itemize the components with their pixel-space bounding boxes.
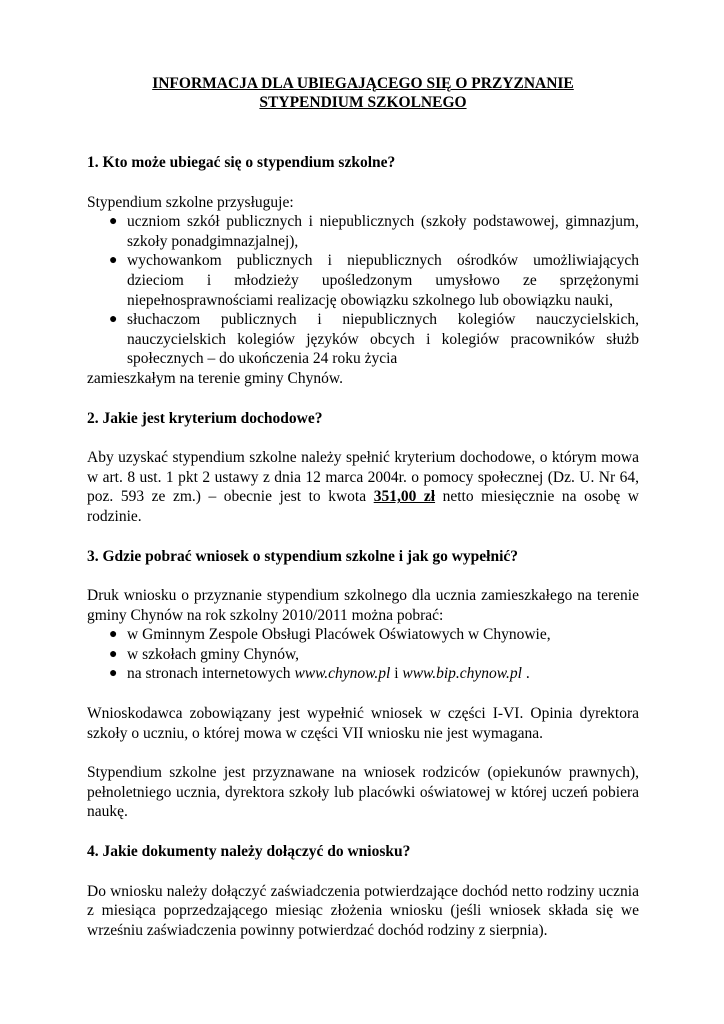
bullet-icon: ● [109,666,118,682]
section-3-intro: Druk wniosku o przyznanie stypendium szkolnego dla ucznia zamieszkałego na terenie gminy Chynów na rok szkolny 2010/2011 można pobrać: [87,587,639,624]
section-2-paragraph: Aby uzyskać stypendium szkolne należy spełnić kryterium dochodowe, o którym mowa w art. 8 ust. 1 pkt 2 ustawy z dnia 12 marca 2004r. o pomocy społecznej (Dz. U. Nr 64, poz. 593 ze zm.) – obecnie jest to kwota 351,00 zł netto miesięcznie na osobę w rodzinie. [87,449,639,525]
list-item: ● w Gminnym Zespole Obsługi Placówek Oświatowych w Chynowie, [109,626,551,644]
section-3-heading: 3. Gdzie pobrać wniosek o stypendium szkolne i jak go wypełnić? [87,547,519,565]
website-link-bip-chynow[interactable]: www.bip.chynow.pl [402,665,522,683]
bullet-icon: ● [109,253,118,269]
document-title-line-2: STYPENDIUM SZKOLNEGO [259,94,467,111]
bullet-icon: ● [109,627,118,643]
list-item: ● wychowankom publicznych i niepublicznych ośrodków umożliwiających dzieciom i młodzieży upośledzonym umysłowo ze sprzężonymi niepełnosprawnościami realizację obowiązku szkolnego lub obowiązku nauki, [109,252,639,309]
section-3-paragraph-2: Wnioskodawca zobowiązany jest wypełnić wniosek w części I-VI. Opinia dyrektora szkoły o uczniu, o której mowa w części VII wniosku nie jest wymagana. [87,705,639,742]
section-3-list [87,625,639,684]
bullet-icon: ● [109,312,118,328]
section-1-list [87,212,639,369]
section-1-outro: zamieszkałym na terenie gminy Chynów. [87,369,343,387]
section-1-heading: 1. Kto może ubiegać się o stypendium szkolne? [87,154,396,171]
section-2-heading: 2. Jakie jest kryterium dochodowe? [87,409,323,427]
list-item: ● na stronach internetowych www.chynow.pl i www.bip.chynow.pl . [109,665,530,683]
document-page [87,74,639,940]
document-title-line-1: INFORMACJA DLA UBIEGAJĄCEGO SIĘ O PRZYZNANIE [152,75,574,92]
income-threshold-amount: 351,00 zł [373,488,436,506]
bullet-icon: ● [109,646,118,662]
section-1-intro: Stypendium szkolne przysługuje: [87,193,294,211]
bullet-icon: ● [109,214,118,230]
section-4-heading: 4. Jakie dokumenty należy dołączyć do wniosku? [87,843,411,861]
section-3-paragraph-3: Stypendium szkolne jest przyznawane na wniosek rodziców (opiekunów prawnych), pełnoletniego ucznia, dyrektora szkoły lub placówki oświatowej w której uczeń pobiera naukę. [87,764,639,821]
list-item: ● słuchaczom publicznych i niepublicznych kolegiów nauczycielskich, nauczycielskich kolegiów języków obcych i kolegiów pracowników służb społecznych – do ukończenia 24 roku życia [109,311,639,368]
website-link-chynow[interactable]: www.chynow.pl [294,665,391,683]
list-item: ● w szkołach gminy Chynów, [109,645,300,663]
list-item: ● uczniom szkół publicznych i niepublicznych (szkoły podstawowej, gimnazjum, szkoły ponadgimnazjalnej), [109,213,639,250]
section-4-paragraph: Do wniosku należy dołączyć zaświadczenia potwierdzające dochód netto rodziny ucznia z miesiąca poprzedzającego miesiąc złożenia wniosku (jeśli wniosek składa się we wrześniu zaświadczenia powinny potwierdzać dochód rodziny z sierpnia). [87,882,639,939]
